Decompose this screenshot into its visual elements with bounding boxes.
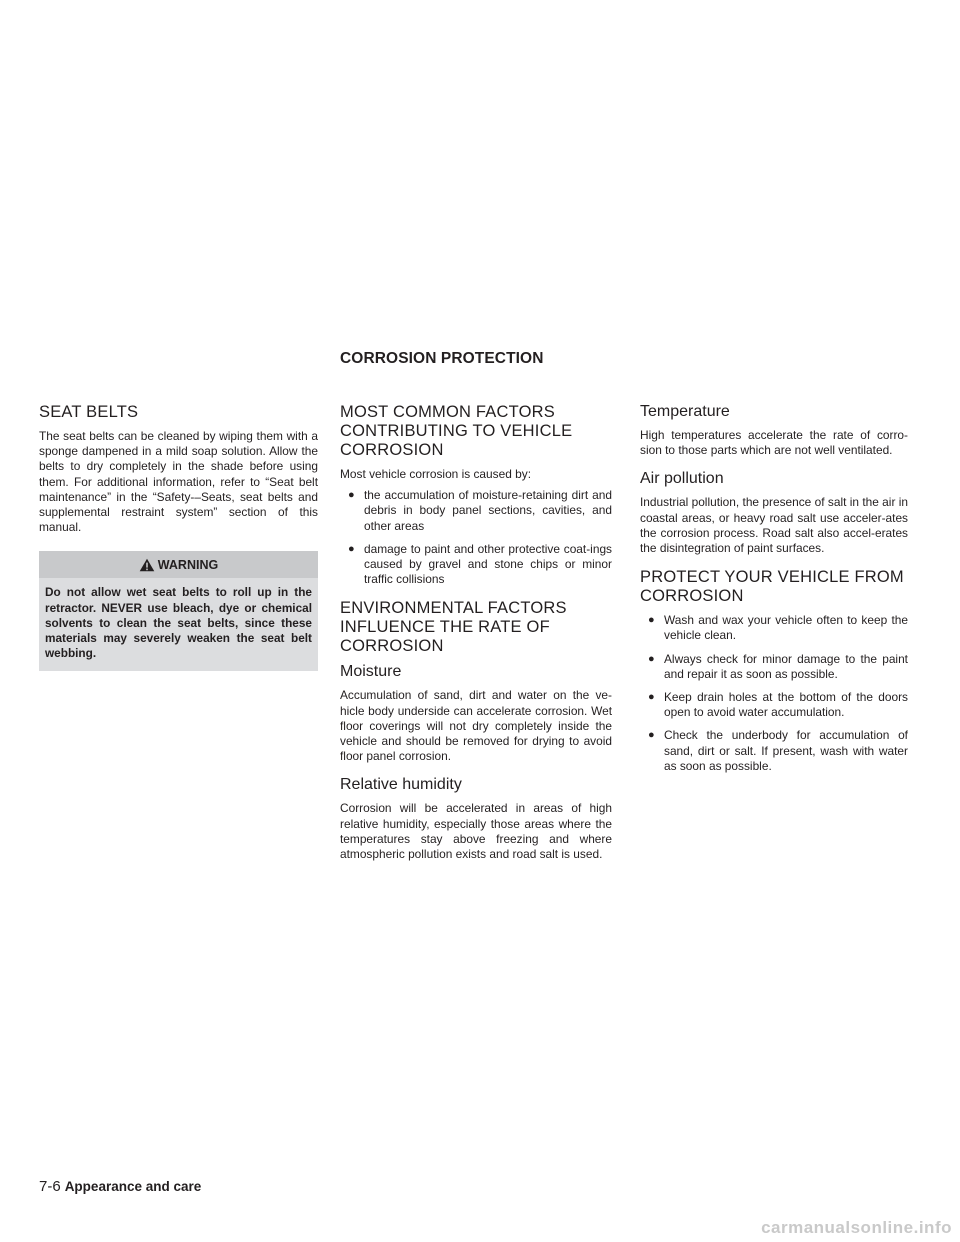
page-footer (39, 1178, 201, 1195)
warning-header (39, 551, 318, 578)
list-item: ● Check the underbody for accumulation of sand, dirt or salt. If present, wash with water as soon as possible. (648, 728, 908, 773)
heading-seat-belts: SEAT BELTS (39, 403, 139, 421)
heading-moisture: Moisture (340, 663, 402, 681)
list-item-text: the accumulation of moisture-retaining dirt and debris in body panel sections, cavities, and other areas (364, 488, 612, 533)
chapter-title: Appearance and care (64, 1179, 202, 1194)
list-item-text: Keep drain holes at the bottom of the doors open to avoid water accumulation. (664, 690, 908, 720)
heading-protect-vehicle: PROTECT YOUR VEHICLE FROM CORROSION (640, 568, 904, 606)
temperature-text: High temperatures accelerate the rate of corro-sion to those parts which are not well ventilated. (640, 428, 908, 458)
column-protection (640, 403, 908, 786)
column-seat-belts (39, 403, 318, 671)
warning-text: Do not allow wet seat belts to roll up in the retractor. NEVER use bleach, dye or chemical solvents to clean the seat belts, since these materials may severely weaken the seat belt webbing. (45, 585, 312, 661)
humidity-text: Corrosion will be accelerated in areas of high relative humidity, especially those areas where the temperatures stay above freezing and where atmospheric pollution exists and road salt is used. (340, 801, 612, 862)
list-item: ● Always check for minor damage to the paint and repair it as soon as possible. (648, 651, 908, 681)
list-item-text: Always check for minor damage to the paint and repair it as soon as possible. (664, 651, 908, 681)
heading-temperature: Temperature (640, 403, 730, 420)
page-number: 7-6 (39, 1178, 61, 1195)
list-item-text: Check the underbody for accumulation of sand, dirt or salt. If present, wash with water as soon as possible. (664, 728, 908, 773)
list-item-text: damage to paint and other protective coat-ings caused by gravel and stone chips or minor traffic collisions (364, 541, 612, 587)
heading-air-pollution: Air pollution (640, 470, 724, 488)
warning-title: WARNING (157, 557, 219, 572)
list-item: ● the accumulation of moisture-retaining dirt and debris in body panel sections, cavities, and other areas (348, 488, 612, 533)
protect-list (640, 613, 908, 774)
watermark: carmanualsonline.info (761, 1218, 952, 1237)
list-item: ● damage to paint and other protective coat-ings caused by gravel and stone chips or minor traffic collisions (348, 541, 612, 587)
column-corrosion-factors (340, 403, 612, 874)
warning-box (39, 551, 318, 671)
heading-common-factors: MOST COMMON FACTORS CONTRIBUTING TO VEHICLE CORROSION (340, 403, 573, 459)
section-title: CORROSION PROTECTION (340, 350, 544, 367)
list-item: ● Keep drain holes at the bottom of the doors open to avoid water accumulation. (648, 690, 908, 720)
heading-relative-humidity: Relative humidity (340, 776, 462, 794)
intro-text: Most vehicle corrosion is caused by: (340, 467, 531, 481)
moisture-text: Accumulation of sand, dirt and water on the ve-hicle body underside can accelerate corrosion. Wet floor coverings will not dry completely inside the vehicle and should be removed for drying to avoid floor panel corrosion. (340, 688, 612, 764)
warning-triangle-icon (139, 558, 155, 572)
pollution-text: Industrial pollution, the presence of salt in the air in coastal areas, or heavy road salt use acceler-ates the corrosion process. Road salt also accel-erates the disintegration of paint surfaces. (640, 495, 908, 556)
heading-environmental-factors: ENVIRONMENTAL FACTORS INFLUENCE THE RATE OF CORROSION (340, 599, 567, 656)
list-item-text: Wash and wax your vehicle often to keep the vehicle clean. (664, 613, 908, 643)
cause-list (340, 488, 612, 587)
list-item: ● Wash and wax your vehicle often to keep the vehicle clean. (648, 613, 908, 643)
seat-belts-text: The seat belts can be cleaned by wiping them with a sponge dampened in a mild soap solution. Allow the belts to dry completely in the shade before using them. For additional information, refer to “Seat belt maintenance” in the “Safety-–Seats, seat belts and supplemental restraint system” section of this manual. (39, 429, 318, 535)
